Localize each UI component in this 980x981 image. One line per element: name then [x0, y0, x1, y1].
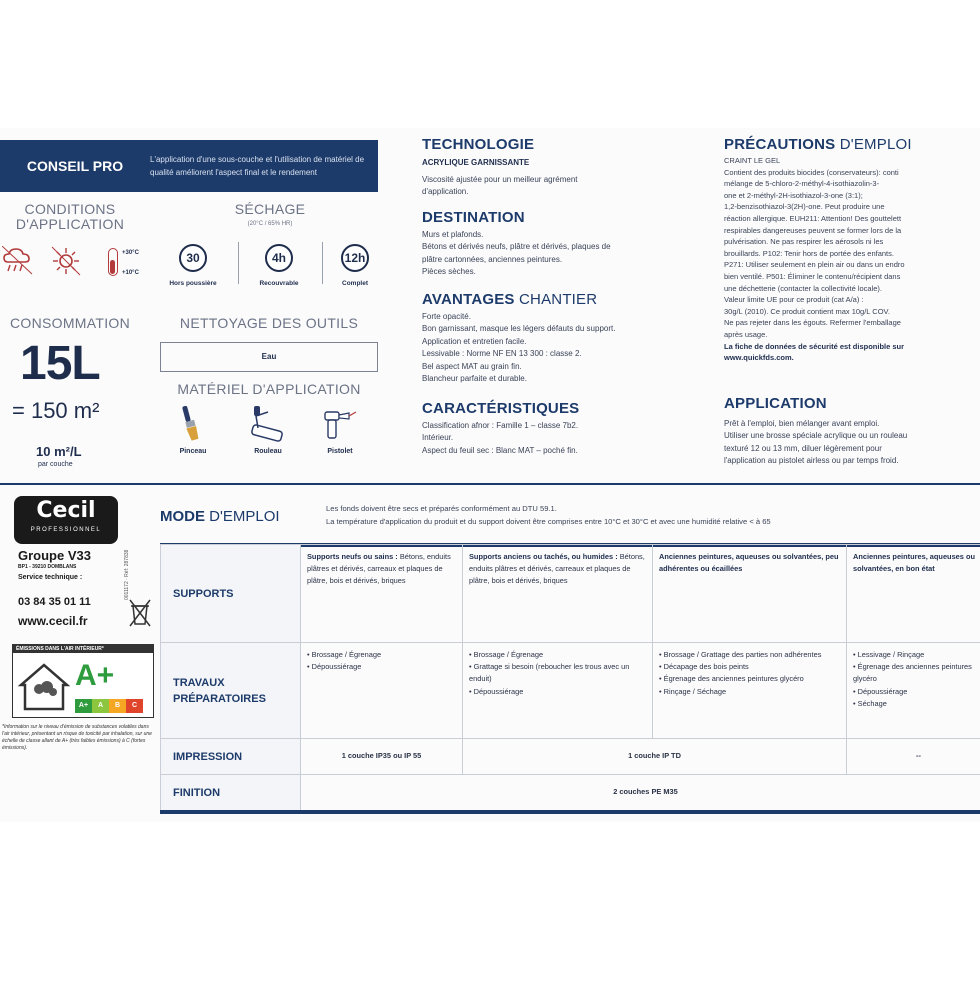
avantages-title-light: CHANTIER: [519, 291, 598, 308]
support-head: Supports neufs ou sains :: [307, 552, 398, 561]
temp-min: +10°C: [122, 270, 139, 276]
caracteristiques-text: [422, 420, 712, 457]
conditions-title-l1: CONDITIONS: [24, 201, 116, 217]
conditions-title-l2: D'APPLICATION: [15, 216, 125, 232]
travaux-item: • Égrenage des anciennes peintures glycéro: [853, 662, 972, 684]
cecil-logo: [14, 496, 118, 544]
spray-gun-icon: [322, 406, 358, 442]
technologie-text-line: d'application.: [422, 187, 469, 197]
travaux-cell: [653, 643, 847, 739]
sechage-conditions: (20°C / 65% HR): [247, 221, 293, 227]
service-technique-label: Service technique :: [18, 574, 83, 581]
precautions-title: [724, 136, 912, 153]
temp-max: +30°C: [122, 250, 139, 256]
technologie-title: TECHNOLOGIE: [422, 136, 535, 153]
travaux-item: • Brossage / Grattage des parties non adhérentes: [659, 650, 822, 659]
destination-line: Bétons et dérivés neufs, plâtre et dérivés, plaques de: [422, 242, 611, 252]
precautions-line: CRAINT LE GEL: [724, 156, 781, 165]
scale-aplus: A+: [75, 699, 92, 713]
emissions-scale: [75, 699, 143, 713]
mode-emploi-table: [160, 544, 980, 811]
table-row-finition: [161, 775, 980, 811]
caracteristiques-line: Intérieur.: [422, 433, 454, 443]
application-line: Prêt à l'emploi, bien mélanger avant emploi.: [724, 419, 880, 428]
materiel-title: MATÉRIEL D'APPLICATION: [177, 381, 361, 397]
travaux-item: • Décapage des bois peints: [659, 662, 749, 672]
emissions-title: ÉMISSIONS DANS L'AIR INTÉRIEUR*: [13, 645, 153, 653]
caracteristiques-title: CARACTÉRISTIQUES: [422, 400, 580, 417]
row-header-finition: FINITION: [161, 775, 301, 811]
avantages-line: Bel aspect MAT au grain fin.: [422, 361, 522, 371]
support-cell: [301, 545, 463, 643]
travaux-item: • Rinçage / Séchage: [659, 686, 727, 696]
emissions-badge: [12, 644, 154, 718]
avantages-title-bold: AVANTAGES: [422, 291, 515, 308]
frost-sun-icon: [50, 246, 82, 276]
impression-cell: --: [847, 739, 980, 775]
precautions-line: brouillards. P102: Tenir hors de portée des enfants.: [724, 248, 894, 258]
mode-emploi-title-light: D'EMPLOI: [209, 508, 280, 525]
row-header-travaux-l2: PRÉPARATOIRES: [173, 692, 266, 705]
product-label: [0, 128, 980, 822]
thermometer-icon: [108, 248, 118, 276]
table-row-travaux: [161, 643, 980, 739]
precautions-line: pulvérisation. Ne pas respirer les aérosols ni les: [724, 237, 884, 247]
drying-recoat-circle: 4h: [265, 244, 293, 272]
support-cell: [653, 545, 847, 643]
application-line: l'application au pistolet airless ou par temps froid.: [724, 456, 899, 466]
rain-cloud-icon: [2, 246, 34, 276]
precautions-line: respirables dangereuses peuvent se former lors de la: [724, 225, 902, 235]
precautions-line: réaction allergique. EUH211: Attention! Des gouttelett: [724, 213, 902, 223]
precautions-fds-link: www.quickfds.com.: [724, 353, 794, 363]
mode-emploi-title-bold: MODE: [160, 508, 205, 525]
consommation-title: CONSOMMATION: [9, 315, 130, 331]
support-text: Bétons, enduits plâtres et dérivés, carreaux et plaques de plâtre, bois et dérivés, briques: [469, 552, 645, 586]
precautions-line: P271: Utiliser seulement en plein air ou dans un endro: [724, 260, 905, 270]
website-link: www.cecil.fr: [18, 614, 88, 628]
caracteristiques-line: Aspect du feuil sec : Blanc MAT – poché fin.: [422, 445, 578, 455]
application-title: APPLICATION: [724, 395, 827, 412]
precautions-line: one et 2-méthyl-2H-isothiazol-3-one (3:1);: [724, 190, 863, 200]
destination-line: Murs et plafonds.: [422, 230, 484, 239]
crossed-bin-icon: [128, 598, 152, 628]
drying-dust-free-circle: 30: [179, 244, 207, 272]
conseil-pro-title: CONSEIL PRO: [26, 158, 124, 174]
travaux-item: • Égrenage des anciennes peintures glycéro: [659, 674, 804, 684]
drying-dust-free-label: Hors poussière: [169, 280, 217, 287]
scale-a: A: [92, 699, 109, 713]
destination-line: Pièces sèches.: [422, 267, 476, 277]
scale-c: C: [126, 699, 143, 713]
support-head: Anciennes peintures, aqueuses ou solvantées, en bon état: [853, 552, 975, 574]
technologie-text-line: Viscosité ajustée pour un meilleur agrément: [422, 175, 578, 184]
consommation-area: = 150 m²: [12, 398, 100, 423]
precautions-fds-line: La fiche de données de sécurité est disponible sur: [724, 341, 905, 351]
support-text: Bétons, enduits plâtres et dérivés, carreaux et plaques de plâtre, bois et dérivés, briques: [307, 552, 451, 586]
travaux-item: • Grattage si besoin (reboucher les trous avec un enduit): [469, 662, 630, 684]
avantages-title: [422, 291, 597, 308]
application-line: Utiliser une brosse spéciale acrylique ou un rouleau: [724, 431, 908, 441]
impression-cell: 1 couche IP TD: [463, 739, 847, 775]
application-text: [724, 418, 980, 468]
conditions-title: [10, 202, 130, 232]
tool-label-rouleau: Rouleau: [254, 448, 282, 455]
consommation-volume: 15L: [20, 337, 100, 390]
precautions-title-bold: PRÉCAUTIONS: [724, 136, 836, 153]
travaux-cell: [847, 643, 980, 739]
scale-b: B: [109, 699, 126, 713]
drying-complete-label: Complet: [342, 280, 368, 287]
mode-emploi-title: [160, 508, 280, 525]
avantages-line: Bon garnissant, masque les légers défauts du support.: [422, 324, 616, 334]
travaux-cell: [463, 643, 653, 739]
precautions-text: [724, 155, 980, 364]
divider: [238, 242, 239, 284]
product-code: 0011172 · Réf: 287838: [124, 549, 130, 600]
finition-cell: 2 couches PE M35: [301, 775, 980, 811]
support-head: Anciennes peintures, aqueuses ou solvantées, peu adhérentes ou écaillées: [659, 552, 839, 574]
avantages-text: [422, 311, 712, 385]
mode-emploi-intro-line: La température d'application du produit et du support doivent être comprises entre 10°C et 30°C et avec une humidité relative < à 65: [326, 517, 771, 526]
divider: [322, 242, 323, 284]
precautions-line: 1,2-benzisothiazol-3(2H)-one. Peut produire une: [724, 202, 885, 212]
precautions-line: Valeur limite UE pour ce produit (cat A/a) :: [724, 295, 864, 305]
table-bottom-border: [160, 810, 980, 814]
application-line: texturé 12 ou 13 mm, diluer légèrement pour: [724, 443, 882, 453]
table-row-supports: [161, 545, 980, 643]
precautions-line: après usage.: [724, 329, 768, 339]
travaux-item: • Dépoussiérage: [307, 662, 362, 672]
avantages-line: Forte opacité.: [422, 312, 471, 321]
emissions-grade: A+: [75, 659, 115, 692]
cecil-logo-name: Cecil: [36, 498, 96, 523]
precautions-line: mélange de 5-chloro-2-méthyl-4-isothiazolin-3-: [724, 179, 880, 189]
precautions-line: une déchetterie (contacter la collectivité locale).: [724, 283, 882, 293]
travaux-cell: [301, 643, 463, 739]
drying-complete-circle: 12h: [341, 244, 369, 272]
consommation-rate: 10 m²/L: [36, 444, 82, 459]
technologie-subtitle: ACRYLIQUE GARNISSANTE: [422, 158, 530, 167]
service-phone: 03 84 35 01 11: [18, 596, 91, 608]
table-row-impression: [161, 739, 980, 775]
row-header-impression: IMPRESSION: [161, 739, 301, 775]
tool-label-pinceau: Pinceau: [179, 448, 207, 455]
consommation-per: par couche: [38, 461, 73, 468]
avantages-line: Lessivable : Norme NF EN 13 300 : classe 2.: [422, 349, 582, 359]
conseil-pro-banner: [0, 140, 378, 192]
impression-cell: 1 couche IP35 ou IP 55: [301, 739, 463, 775]
tool-label-pistolet: Pistolet: [327, 448, 353, 455]
caracteristiques-line: Classification afnor : Famille 1 – classe 7b2.: [422, 421, 579, 430]
row-header-supports: SUPPORTS: [161, 545, 301, 643]
nettoyage-title: NETTOYAGE DES OUTILS: [179, 315, 359, 331]
precautions-line: Ne pas rejeter dans les égouts. Refermer l'emballage: [724, 318, 901, 328]
destination-line: plâtre cartonnées, anciennes peintures.: [422, 254, 563, 264]
support-cell: [463, 545, 653, 643]
sechage-title: SÉCHAGE: [234, 201, 306, 217]
travaux-item: • Dépoussiérage: [469, 686, 524, 696]
travaux-item: • Séchage: [853, 698, 887, 708]
brush-icon: [178, 404, 204, 444]
travaux-item: • Brossage / Égrenage: [307, 650, 382, 659]
group-address: BP1 - 39210 DOMBLANS: [18, 564, 77, 570]
row-header-travaux: [161, 643, 301, 739]
travaux-item: • Brossage / Égrenage: [469, 650, 544, 659]
avantages-line: Application et entretien facile.: [422, 336, 527, 346]
precautions-line: Contient des produits biocides (conservateurs): conti: [724, 167, 899, 177]
house-icon: [17, 659, 71, 713]
mode-emploi-intro-line: Les fonds doivent être secs et préparés conformément au DTU 59.1.: [326, 504, 557, 513]
row-header-travaux-l1: TRAVAUX: [173, 676, 225, 689]
destination-text: [422, 229, 712, 279]
travaux-item: • Lessivage / Rinçage: [853, 650, 925, 659]
section-divider: [0, 483, 980, 485]
conseil-pro-text: L'application d'une sous-couche et l'utilisation de matériel de qualité améliorent l'aspect final et le rendement: [150, 155, 365, 177]
support-head: Supports anciens ou tachés, ou humides :: [469, 552, 618, 561]
precautions-line: 30g/L (2010). Ce produit contient max 10g/L COV.: [724, 306, 890, 316]
emissions-note: *Information sur le niveau d'émission de substances volatiles dans l'air intérieur, présentant un risque de toxicité par inhalation, sur une échelle de classe allant de A+ (très faibles émissions) à C (fortes émissions).: [2, 724, 152, 751]
precautions-line: bien ventilé. P501: Éliminer le contenu/récipient dans: [724, 271, 901, 281]
roller-icon: [248, 406, 288, 444]
cecil-logo-sub: PROFESSIONNEL: [30, 527, 102, 533]
travaux-item: • Dépoussiérage: [853, 686, 908, 696]
mode-emploi-intro: [326, 502, 771, 528]
support-cell: [847, 545, 980, 643]
avantages-line: Blancheur parfaite et durable.: [422, 374, 527, 384]
technologie-text: [422, 174, 702, 199]
drying-recoat-label: Recouvrable: [259, 280, 299, 287]
destination-title: DESTINATION: [422, 209, 525, 226]
group-name: Groupe V33: [18, 548, 91, 563]
precautions-title-light: D'EMPLOI: [839, 136, 912, 153]
nettoyage-value: Eau: [160, 342, 378, 372]
